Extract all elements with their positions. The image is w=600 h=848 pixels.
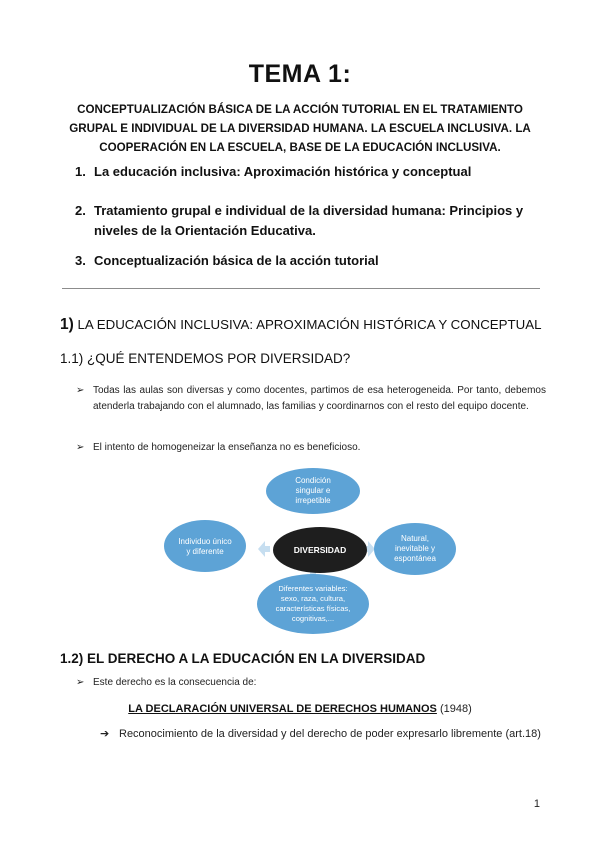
arrowhead-icon: ➢	[76, 442, 85, 453]
page-title: TEMA 1:	[248, 60, 352, 88]
bubble-top-label	[295, 476, 331, 505]
diversity-diagram	[155, 465, 436, 635]
section-number: 1)	[60, 316, 74, 333]
bubble-right-line: inevitable y	[394, 544, 436, 553]
toc-text: Conceptualización básica de la acción tutorial	[94, 253, 379, 268]
section-heading	[60, 316, 542, 334]
bullet-item	[76, 383, 546, 414]
bullet-item	[76, 440, 546, 456]
toc-item	[75, 251, 550, 271]
arrowhead-icon: ➢	[76, 385, 85, 396]
bullet-text: Este derecho es la consecuencia de:	[93, 677, 257, 688]
toc-item	[75, 201, 550, 241]
bubble-top-line: singular e	[295, 486, 331, 495]
sub-bullet-item	[100, 726, 542, 743]
subsection-heading-derecho: 1.2) EL DERECHO A LA EDUCACIÓN EN LA DIVERSIDAD	[60, 651, 426, 666]
bubble-right-line: Natural,	[400, 534, 430, 543]
declaration-line	[0, 703, 600, 715]
page-number: 1	[533, 798, 540, 810]
toc-number: 2.	[75, 203, 86, 218]
sub-bullet-text: Reconocimiento de la diversidad y del derecho de poder expresarlo libremente (art.18)	[119, 728, 541, 740]
bullet-item	[76, 675, 546, 691]
bubble-left-line: Individuo único	[178, 537, 232, 546]
toc-number: 3.	[75, 253, 86, 268]
bubble-left	[164, 520, 246, 572]
page-subtitle: CONCEPTUALIZACIÓN BÁSICA DE LA ACCIÓN TUTORIAL EN EL TRATAMIENTO GRUPAL E INDIVIDUAL DE LA DIVERSIDAD HUMANA. LA ESCUELA INCLUSIVA. LA COOPERACIÓN EN LA ESCUELA, BASE DE LA EDUCACIÓN INCLUSIVA.	[69, 103, 531, 154]
section-title: LA EDUCACIÓN INCLUSIVA: APROXIMACIÓN HISTÓRICA Y CONCEPTUAL	[77, 317, 542, 332]
bubble-top-line: irrepetible	[295, 496, 331, 505]
bullet-text: Todas las aulas son diversas y como docentes, partimos de esa heterogeneida. Por tanto, debemos atenderla trabajando con el alumnado, las familias y coordinarnos con el resto del equipo docente.	[93, 385, 546, 412]
bullet-text: El intento de homogeneizar la enseñanza no es beneficioso.	[93, 442, 361, 453]
toc-text: Tratamiento grupal e individual de la diversidad humana: Principios y niveles de la Orientación Educativa.	[94, 203, 524, 238]
arrow-left-icon	[258, 541, 270, 557]
bubble-bottom-line: cognitivas,...	[291, 614, 335, 623]
right-arrow-icon: ➔	[100, 728, 110, 740]
toc-number: 1.	[75, 164, 86, 179]
bubble-left-line: y diferente	[186, 547, 224, 556]
table-of-contents	[75, 162, 550, 271]
declaration-title: LA DECLARACIÓN UNIVERSAL DE DERECHOS HUMANOS	[128, 703, 437, 715]
arrowhead-icon: ➢	[76, 677, 85, 688]
horizontal-divider	[62, 288, 540, 289]
toc-text: La educación inclusiva: Aproximación histórica y conceptual	[94, 164, 472, 179]
bubble-bottom-line: Diferentes variables:	[278, 584, 348, 593]
bubble-right-line: espontánea	[394, 554, 436, 563]
bubble-top-line: Condición	[295, 476, 331, 485]
toc-item	[75, 162, 550, 182]
bubble-bottom-line: características físicas,	[275, 604, 351, 613]
bubble-bottom-line: sexo, raza, cultura,	[280, 594, 346, 603]
subsection-heading-diversidad: 1.1) ¿QUÉ ENTENDEMOS POR DIVERSIDAD?	[60, 351, 351, 366]
diagram-center-label: DIVERSIDAD	[293, 545, 347, 555]
declaration-year: (1948)	[439, 703, 472, 715]
